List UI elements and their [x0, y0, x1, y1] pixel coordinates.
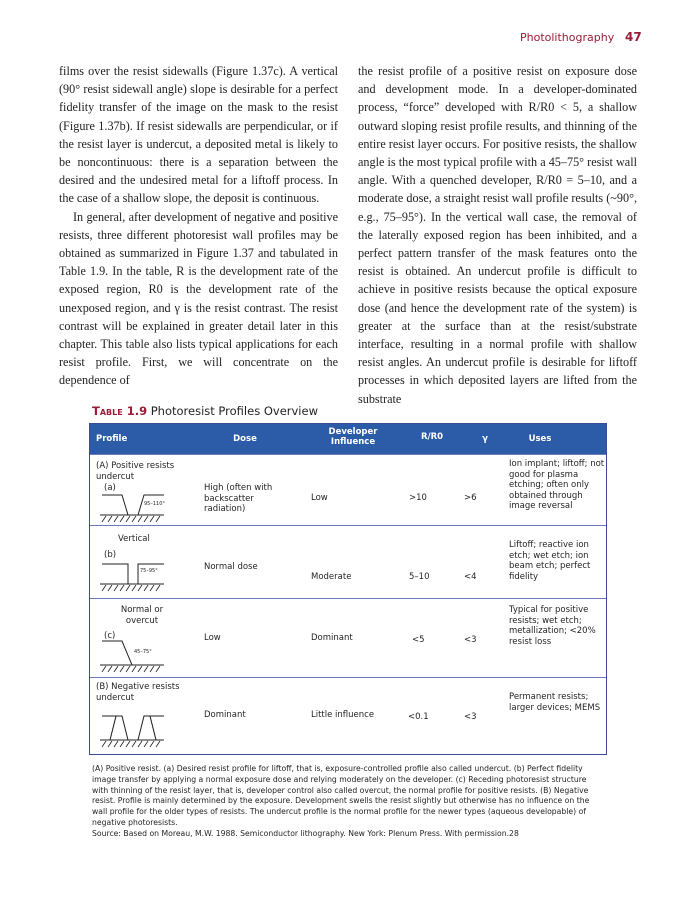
uses-cell: Typical for positive resists; wet etch; metallization; <20% resist loss: [509, 605, 596, 647]
developer-cell: Dominant: [311, 633, 353, 643]
uses-cell: Permanent resists; larger devices; MEMS: [509, 692, 601, 713]
dose-cell: Normal dose: [204, 562, 258, 572]
angle-label: 45–75°: [134, 649, 152, 655]
gamma-cell: <4: [464, 572, 477, 582]
left-paragraph-2: In general, after development of negative and positive resists, three different photoresist wall profiles may be obtained as summarized in Figure 1.37 and tabulated in Table 1.9. In the table, R is the development rate of the exposed region, R0 is the development rate of the unexposed region, and γ is the resist contrast. The resist contrast will be explained in greater detail later in this chapter. This table also lists typical applications for each resist profile. First, we will concentrate on the dependence of: [59, 209, 338, 388]
profile-title: (A) Positive resists undercut: [96, 461, 175, 482]
gamma-cell: <3: [464, 635, 477, 645]
gamma-cell: <3: [464, 712, 477, 722]
page-header: [0, 31, 695, 51]
header-developer: Developer Influence: [328, 427, 378, 447]
caption-source: Source: Based on Moreau, M.W. 1988. Semiconductor lithography. New York: Plenum Press. With permission.28: [92, 828, 519, 838]
caption-text: (A) Positive resist. (a) Desired resist profile for liftoff, that is, exposure-controlled profile also called undercut. (b) Perfect fidelity image transfer by applying a normal exposure dose and relying moderately on the developer. (c) Receding photoresist structure with thinning of the resist layer, that is, developer control also called overcut, the normal profile for positive resists. (B) Negative resist. Profile is mainly determined by the exposure. Development swells the resist slightly but otherwise has no influence on the wall profile for the older types of resists. The undercut profile is the normal profile for the newer types (aqueous developable) of negative photoresists.: [92, 764, 590, 827]
developer-cell: Moderate: [311, 572, 352, 582]
profiles-table: [89, 423, 607, 755]
left-paragraph-1: films over the resist sidewalls (Figure 1.37c). A vertical (90° resist sidewall angle) slope is desirable for a perfect fidelity transfer of the image on the mask to the resist (Figure 1.37b). If resist sidewalls are perpendicular, or if the resist layer is undercut, a deposited metal is likely to be noncontinuous: there is a separation between the desired and the undesired metal for a liftoff process. In the case of a shallow slope, the deposit is continuous.: [59, 64, 338, 206]
profile-sub: (c): [104, 631, 116, 641]
dose-cell: Low: [204, 633, 221, 643]
uses-cell: Liftoff; reactive ion etch; wet etch; ion beam etch; perfect fidelity: [509, 540, 591, 582]
page-number: 47: [625, 30, 642, 44]
header-dose: Dose: [233, 434, 257, 444]
ratio-cell: 5–10: [409, 572, 430, 582]
ratio-cell: >10: [409, 493, 427, 503]
profile-title: Normal or overcut: [120, 605, 164, 626]
table-title: [92, 404, 318, 418]
vertical-profile-diagram: [98, 556, 168, 592]
overcut-profile-diagram: [98, 635, 168, 673]
dose-cell: High (often with backscatter radiation): [204, 483, 273, 514]
developer-cell: Low: [311, 493, 328, 503]
profile-title: Vertical: [118, 534, 150, 544]
table-row: [90, 454, 606, 525]
table-caption: [92, 764, 604, 840]
table-row: [90, 598, 606, 677]
right-paragraph-1: the resist profile of a positive resist on exposure dose and development mode. In a developer-dominated process, “force” developed with R/R0 < 5, a shallow outward sloping resist profile results, and thinning of the entire resist layer occurs. For positive resists, the shallow angle is the most typical profile with a 45–75° resist wall angle. With a quenched developer, R/R0 = 5–10, and a moderate dose, a straight resist wall profile results (~90°, e.g., 75–95°). In the vertical wall case, the removal of the laterally exposed region has been inhibited, and a perfect pattern transfer of the mask features onto the resist is obtained. An undercut profile is difficult to achieve in positive resists because the optical exposure dose (and hence the development rate of the system) is greater at the surface than at the resist/substrate interface, resulting in a normal profile with shallow resist angles. An undercut profile is desirable for liftoff processes in which deposited layers are lifted from the substrate: [358, 64, 637, 406]
ratio-cell: <0.1: [408, 712, 429, 722]
table-row: [90, 525, 606, 598]
header-gamma: γ: [482, 434, 488, 444]
table-row: [90, 677, 606, 754]
left-column: [59, 62, 338, 390]
dose-cell: Dominant: [204, 710, 246, 720]
profile-sub: (a): [104, 483, 116, 493]
table-name: Photoresist Profiles Overview: [150, 404, 318, 418]
angle-label: 75–95°: [140, 568, 158, 574]
profile-title: (B) Negative resists undercut: [96, 682, 180, 703]
developer-cell: Little influence: [311, 710, 375, 720]
header-ratio: R/R0: [420, 432, 444, 442]
table-number: Table 1.9: [92, 404, 148, 418]
right-column: [358, 62, 637, 408]
ratio-cell: <5: [412, 635, 425, 645]
header-uses: Uses: [528, 434, 552, 444]
profile-sub: (b): [104, 550, 117, 560]
angle-label: 95–110°: [144, 501, 165, 507]
uses-cell: Ion implant; liftoff; not good for plasma etching; often only obtained through image reversal: [509, 459, 605, 511]
header-profile: Profile: [96, 434, 128, 444]
undercut-profile-diagram: [98, 489, 168, 523]
negative-undercut-diagram: [98, 710, 168, 750]
gamma-cell: >6: [464, 493, 477, 503]
table-header: [90, 424, 606, 454]
section-title: Photolithography: [520, 31, 615, 44]
